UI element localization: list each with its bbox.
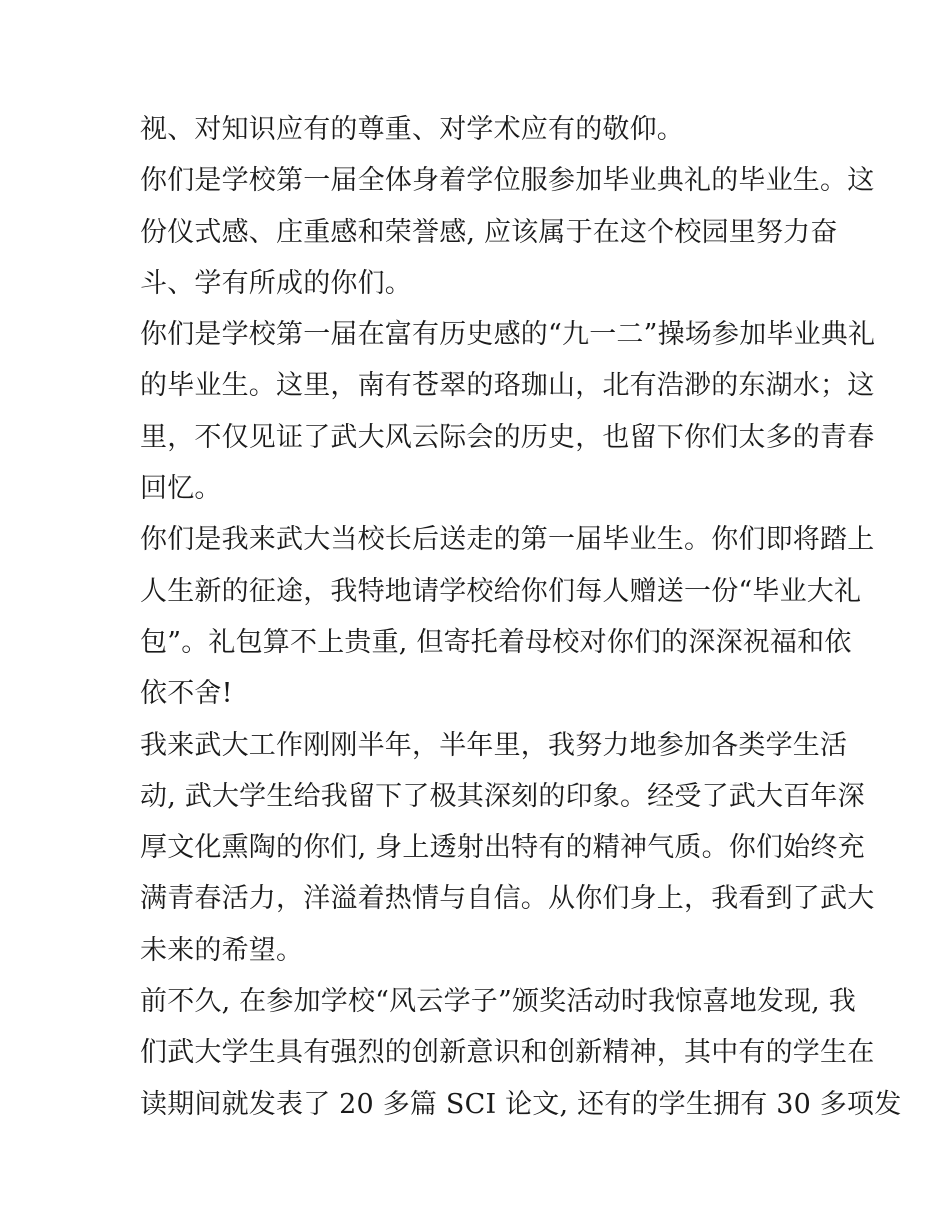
- text-line: 包”。礼包算不上贵重, 但寄托着母校对你们的深深祝福和依: [140, 626, 852, 658]
- text-line: 回忆。: [140, 473, 222, 505]
- text-line: 斗、学有所成的你们。: [140, 267, 412, 299]
- text-line: 你们是学校第一届在富有历史感的“九一二”操场参加毕业典礼: [140, 319, 876, 351]
- text-line: 人生新的征途，我特地请学校给你们每人赠送一份“毕业大礼: [140, 575, 862, 607]
- text-line: 未来的希望。: [140, 934, 304, 966]
- text-line: 的毕业生。这里，南有苍翠的珞珈山，北有浩渺的东湖水；这: [140, 370, 875, 402]
- text-line: 你们是学校第一届全体身着学位服参加毕业典礼的毕业生。这: [140, 165, 875, 197]
- text-line: 里，不仅见证了武大风云际会的历史，也留下你们太多的青春: [140, 421, 875, 453]
- text-line: 我来武大工作刚刚半年，半年里，我努力地参加各类学生活: [140, 729, 848, 761]
- text-line: 动, 武大学生给我留下了极其深刻的印象。经受了武大百年深: [140, 780, 865, 812]
- text-line: 视、对知识应有的尊重、对学术应有的敬仰。: [140, 114, 684, 145]
- text-line: 你们是我来武大当校长后送走的第一届毕业生。你们即将踏上: [140, 524, 875, 556]
- text-line: 前不久, 在参加学校“风云学子”颁奖活动时我惊喜地发现, 我: [140, 986, 856, 1018]
- document-body: [140, 104, 902, 1130]
- text-line: 们武大学生具有强烈的创新意识和创新精神，其中有的学生在: [140, 1037, 875, 1069]
- text-line: 读期间就发表了 20 多篇 SCI 论文, 还有的学生拥有 30 多项发: [140, 1088, 902, 1120]
- text-line: 厚文化熏陶的你们, 身上透射出特有的精神气质。你们始终充: [140, 832, 865, 864]
- text-line: 依不舍!: [140, 678, 233, 710]
- text-line: 满青春活力，洋溢着热情与自信。从你们身上，我看到了武大: [140, 883, 875, 915]
- text-line: 份仪式感、庄重感和荣誉感, 应该属于在这个校园里努力奋: [140, 216, 838, 248]
